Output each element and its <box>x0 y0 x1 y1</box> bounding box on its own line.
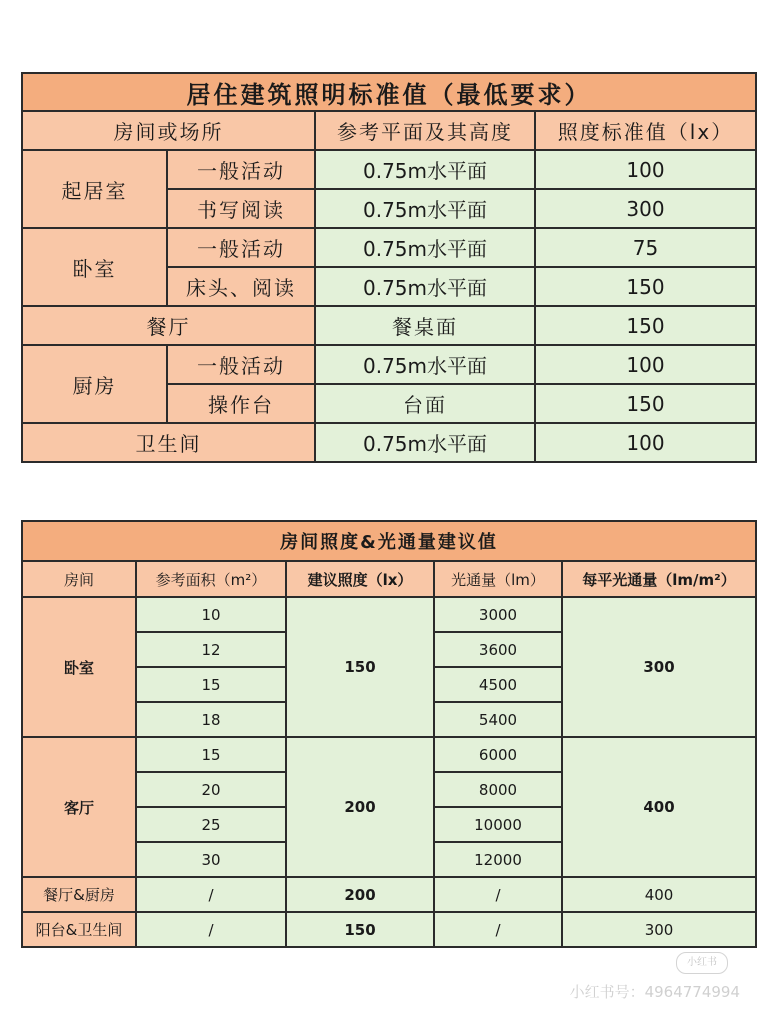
flux-cell: / <box>434 912 562 947</box>
flux-cell: 10000 <box>434 807 562 842</box>
plane-cell: 台面 <box>315 384 535 423</box>
flux-cell: 4500 <box>434 667 562 702</box>
value-cell: 150 <box>535 306 756 345</box>
area-cell: 18 <box>136 702 286 737</box>
activity-cell: 床头、阅读 <box>167 267 315 306</box>
per-m2-cell: 300 <box>562 912 756 947</box>
illuminance-flux-recommendation-table <box>21 520 757 948</box>
value-cell: 75 <box>535 228 756 267</box>
room-cell: 客厅 <box>22 737 136 877</box>
value-cell: 300 <box>535 189 756 228</box>
table2-header-illuminance: 建议照度（lx） <box>286 561 434 597</box>
plane-cell: 0.75m水平面 <box>315 345 535 384</box>
value-cell: 150 <box>535 267 756 306</box>
activity-cell: 一般活动 <box>167 228 315 267</box>
plane-cell: 0.75m水平面 <box>315 423 535 462</box>
room-cell: 卧室 <box>22 228 167 306</box>
activity-cell: 一般活动 <box>167 345 315 384</box>
watermark-logo: 小红书 <box>676 952 728 974</box>
plane-cell: 0.75m水平面 <box>315 189 535 228</box>
flux-cell: / <box>434 877 562 912</box>
table1-title: 居住建筑照明标准值（最低要求） <box>22 73 756 111</box>
table1-header-value: 照度标准值（lx） <box>535 111 756 150</box>
area-cell: 12 <box>136 632 286 667</box>
area-cell: / <box>136 912 286 947</box>
area-cell: 15 <box>136 667 286 702</box>
room-cell: 卧室 <box>22 597 136 737</box>
value-cell: 100 <box>535 423 756 462</box>
table2-header-flux: 光通量（lm） <box>434 561 562 597</box>
room-cell: 餐厅&厨房 <box>22 877 136 912</box>
watermark-text: 小红书号：4964774994 <box>569 983 740 1001</box>
table1-header-room: 房间或场所 <box>22 111 315 150</box>
value-cell: 150 <box>535 384 756 423</box>
flux-cell: 12000 <box>434 842 562 877</box>
area-cell: 10 <box>136 597 286 632</box>
flux-cell: 3600 <box>434 632 562 667</box>
room-cell: 厨房 <box>22 345 167 423</box>
activity-cell: 一般活动 <box>167 150 315 189</box>
plane-cell: 0.75m水平面 <box>315 267 535 306</box>
table1-header-plane: 参考平面及其高度 <box>315 111 535 150</box>
flux-cell: 5400 <box>434 702 562 737</box>
plane-cell: 0.75m水平面 <box>315 150 535 189</box>
room-cell: 卫生间 <box>22 423 315 462</box>
flux-cell: 3000 <box>434 597 562 632</box>
plane-cell: 餐桌面 <box>315 306 535 345</box>
illuminance-cell: 150 <box>286 912 434 947</box>
activity-cell: 操作台 <box>167 384 315 423</box>
table2-title: 房间照度&光通量建议值 <box>22 521 756 561</box>
per-m2-cell: 400 <box>562 877 756 912</box>
area-cell: 25 <box>136 807 286 842</box>
area-cell: 20 <box>136 772 286 807</box>
room-cell: 餐厅 <box>22 306 315 345</box>
room-cell: 阳台&卫生间 <box>22 912 136 947</box>
area-cell: 30 <box>136 842 286 877</box>
flux-cell: 6000 <box>434 737 562 772</box>
area-cell: 15 <box>136 737 286 772</box>
residential-lighting-standards-table <box>21 72 757 463</box>
area-cell: / <box>136 877 286 912</box>
activity-cell: 书写阅读 <box>167 189 315 228</box>
flux-cell: 8000 <box>434 772 562 807</box>
illuminance-cell: 150 <box>286 597 434 737</box>
plane-cell: 0.75m水平面 <box>315 228 535 267</box>
table2-header-area: 参考面积（m²） <box>136 561 286 597</box>
illuminance-cell: 200 <box>286 737 434 877</box>
value-cell: 100 <box>535 345 756 384</box>
per-m2-cell: 300 <box>562 597 756 737</box>
per-m2-cell: 400 <box>562 737 756 877</box>
illuminance-cell: 200 <box>286 877 434 912</box>
room-cell: 起居室 <box>22 150 167 228</box>
table2-header-per-m2: 每平光通量（lm/m²） <box>562 561 756 597</box>
table2-header-room: 房间 <box>22 561 136 597</box>
value-cell: 100 <box>535 150 756 189</box>
